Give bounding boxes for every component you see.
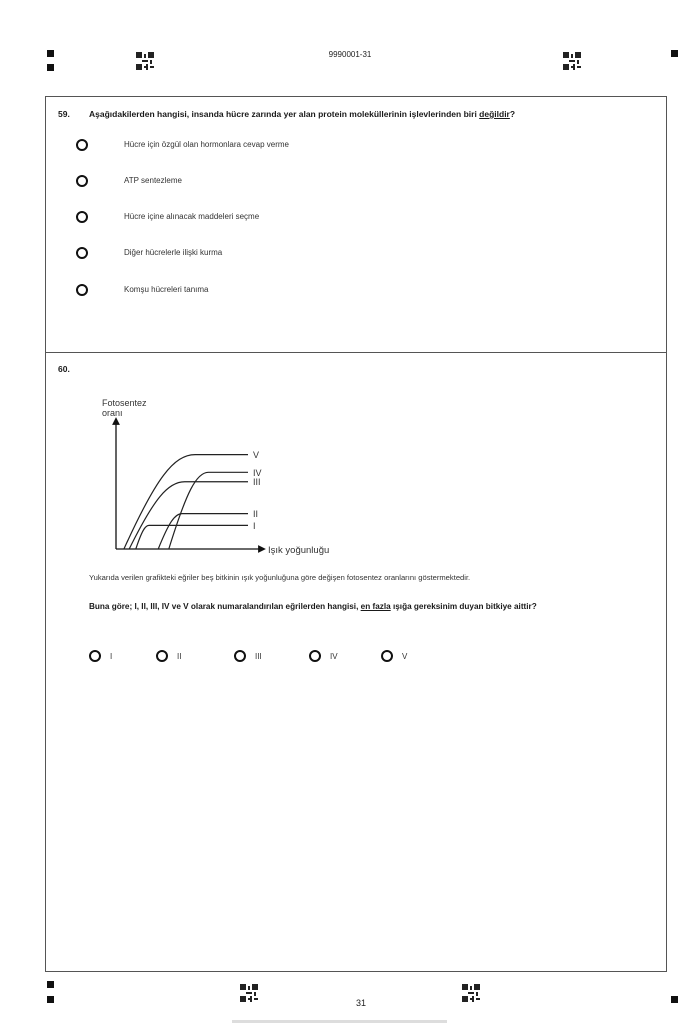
- question-number: 59.: [58, 109, 70, 119]
- y-axis-label-line1: Fotosentez: [102, 398, 147, 408]
- question-stem-text: Buna göre; I, II, III, IV ve V olarak numaralandırılan eğrilerden hangisi,: [89, 602, 361, 611]
- curve-iv: [169, 472, 248, 549]
- answer-option[interactable]: [76, 138, 88, 152]
- answer-option-label: I: [110, 651, 113, 661]
- question-stem-text: Aşağıdakilerden hangisi, insanda hücre zarında yer alan protein moleküllerinin işlevlerinden biri: [89, 109, 480, 119]
- radio-circle-icon[interactable]: [76, 175, 88, 187]
- question-stem: [89, 109, 515, 119]
- registration-mark: [47, 996, 54, 1003]
- answer-option[interactable]: [76, 283, 88, 297]
- answer-option[interactable]: [76, 210, 88, 224]
- curve-ii: [158, 514, 248, 549]
- question-stem-end: ışığa gereksinim duyan bitkiye aittir?: [390, 602, 537, 611]
- answer-option-label: V: [402, 651, 408, 661]
- answer-option-label: IV: [330, 651, 338, 661]
- answer-option[interactable]: [76, 174, 88, 188]
- question-stem-end: ?: [509, 109, 516, 119]
- curve-iii: [129, 482, 248, 549]
- question-stem: [89, 598, 649, 615]
- radio-circle-icon[interactable]: [309, 650, 321, 662]
- divider: [45, 352, 667, 353]
- scan-artifact: [232, 1020, 447, 1023]
- radio-circle-icon[interactable]: [156, 650, 168, 662]
- radio-circle-icon[interactable]: [76, 211, 88, 223]
- radio-circle-icon[interactable]: [234, 650, 246, 662]
- answer-option-label: III: [255, 651, 262, 661]
- page-number: 31: [356, 998, 367, 1008]
- answer-option-label: II: [177, 651, 182, 661]
- curve-label-iv: IV: [253, 467, 262, 478]
- answer-option[interactable]: [76, 246, 88, 260]
- radio-circle-icon[interactable]: [381, 650, 393, 662]
- answer-option[interactable]: [309, 650, 338, 662]
- registration-mark: [47, 981, 54, 988]
- radio-circle-icon[interactable]: [76, 139, 88, 151]
- curve-v: [124, 455, 248, 549]
- answer-option[interactable]: [156, 650, 181, 662]
- curve-label-i: I: [253, 520, 256, 531]
- registration-mark: [671, 996, 678, 1003]
- curve-label-iii: III: [253, 477, 261, 488]
- curve-label-v: V: [253, 450, 260, 461]
- radio-circle-icon[interactable]: [76, 284, 88, 296]
- answer-option[interactable]: [89, 650, 112, 662]
- qr-code-icon: [462, 984, 480, 1002]
- radio-circle-icon[interactable]: [89, 650, 101, 662]
- answer-option-label: Komşu hücreleri tanıma: [124, 285, 209, 294]
- question-stem-emphasis: en fazla: [360, 602, 391, 611]
- answer-option-label: Diğer hücrelerle ilişki kurma: [124, 248, 223, 257]
- answer-option-label: ATP sentezleme: [124, 176, 182, 185]
- qr-code-icon: [240, 984, 258, 1002]
- curve-i: [136, 525, 248, 549]
- answer-option-label: Hücre için özgül olan hormonlara cevap verme: [124, 140, 289, 149]
- x-axis-label: Işık yoğunluğu: [268, 545, 330, 556]
- photosynthesis-chart: [90, 395, 380, 560]
- answer-option[interactable]: [381, 650, 407, 662]
- chart-description: Yukarıda verilen grafikteki eğriler beş bitkinin ışık yoğunluğuna göre değişen fotosentez oranlarını göstermektedir.: [89, 573, 471, 582]
- question-stem-emphasis: değildir: [479, 109, 510, 119]
- answer-option[interactable]: [234, 650, 262, 662]
- radio-circle-icon[interactable]: [76, 247, 88, 259]
- registration-mark: [47, 64, 54, 71]
- curve-label-ii: II: [253, 509, 259, 520]
- booklet-code: 9990001-31: [328, 50, 372, 59]
- y-axis-label-line2: oranı: [102, 408, 123, 418]
- question-number: 60.: [58, 364, 70, 374]
- answer-option-label: Hücre içine alınacak maddeleri seçme: [124, 212, 260, 221]
